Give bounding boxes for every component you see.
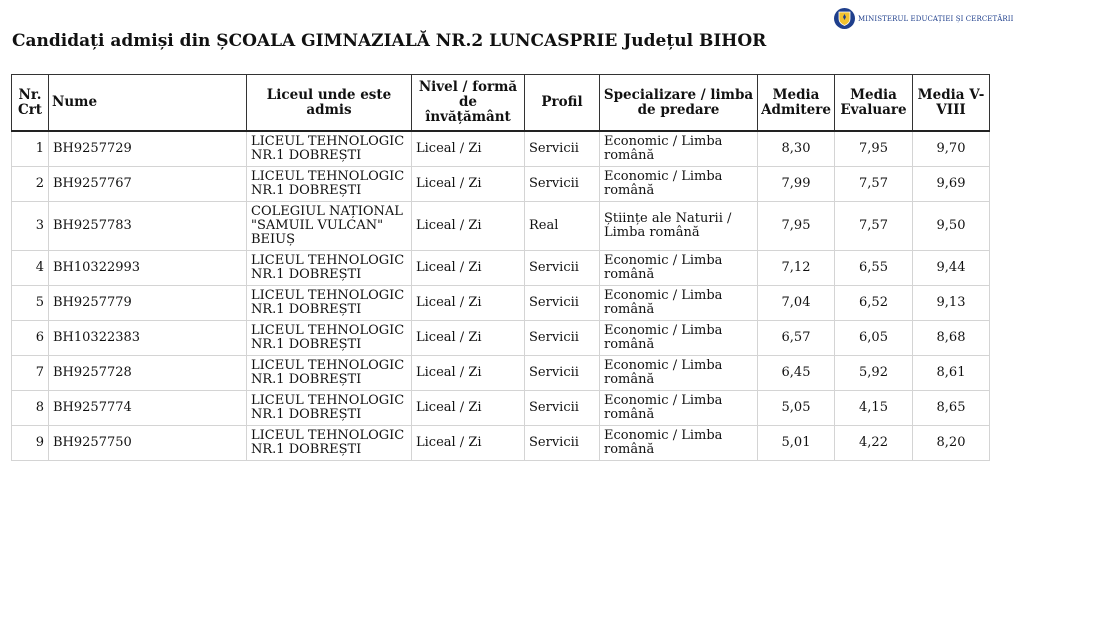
cell-nume: BH10322383 bbox=[49, 320, 247, 355]
cell-nume: BH9257783 bbox=[49, 201, 247, 250]
cell-media-v-viii: 9,13 bbox=[913, 285, 990, 320]
column-header-nivel: Nivel / formă de învățământ bbox=[412, 75, 525, 132]
column-header-nr: Nr. Crt bbox=[12, 75, 49, 132]
cell-media-evaluare: 5,92 bbox=[835, 355, 913, 390]
table-row bbox=[12, 320, 990, 355]
column-header-liceu: Liceul unde este admis bbox=[247, 75, 412, 132]
cell-media-admitere: 6,45 bbox=[758, 355, 835, 390]
cell-profil: Servicii bbox=[525, 320, 600, 355]
cell-nivel: Liceal / Zi bbox=[412, 131, 525, 166]
cell-nivel: Liceal / Zi bbox=[412, 425, 525, 460]
cell-nivel: Liceal / Zi bbox=[412, 250, 525, 285]
cell-media-v-viii: 9,69 bbox=[913, 166, 990, 201]
cell-nr: 7 bbox=[12, 355, 49, 390]
cell-nr: 4 bbox=[12, 250, 49, 285]
table-header-row bbox=[12, 75, 990, 132]
cell-media-admitere: 6,57 bbox=[758, 320, 835, 355]
column-header-profil: Profil bbox=[525, 75, 600, 132]
table-row bbox=[12, 201, 990, 250]
table-row bbox=[12, 166, 990, 201]
cell-media-admitere: 5,05 bbox=[758, 390, 835, 425]
cell-nr: 6 bbox=[12, 320, 49, 355]
cell-nume: BH9257767 bbox=[49, 166, 247, 201]
cell-media-evaluare: 4,22 bbox=[835, 425, 913, 460]
cell-specializare: Economic / Limba română bbox=[600, 320, 758, 355]
cell-liceu: LICEUL TEHNOLOGIC NR.1 DOBREȘTI bbox=[247, 166, 412, 201]
cell-profil: Real bbox=[525, 201, 600, 250]
cell-specializare: Economic / Limba română bbox=[600, 250, 758, 285]
cell-media-evaluare: 6,05 bbox=[835, 320, 913, 355]
cell-nr: 5 bbox=[12, 285, 49, 320]
cell-media-v-viii: 8,68 bbox=[913, 320, 990, 355]
column-header-media-admitere: Media Admitere bbox=[758, 75, 835, 132]
table-row bbox=[12, 390, 990, 425]
cell-media-admitere: 5,01 bbox=[758, 425, 835, 460]
cell-nivel: Liceal / Zi bbox=[412, 285, 525, 320]
cell-media-v-viii: 9,50 bbox=[913, 201, 990, 250]
cell-nr: 3 bbox=[12, 201, 49, 250]
cell-liceu: LICEUL TEHNOLOGIC NR.1 DOBREȘTI bbox=[247, 250, 412, 285]
column-header-media-v-viii: Media V-VIII bbox=[913, 75, 990, 132]
cell-media-evaluare: 4,15 bbox=[835, 390, 913, 425]
cell-media-admitere: 7,95 bbox=[758, 201, 835, 250]
cell-profil: Servicii bbox=[525, 425, 600, 460]
cell-nr: 2 bbox=[12, 166, 49, 201]
cell-liceu: LICEUL TEHNOLOGIC NR.1 DOBREȘTI bbox=[247, 131, 412, 166]
cell-specializare: Economic / Limba română bbox=[600, 425, 758, 460]
cell-nume: BH9257779 bbox=[49, 285, 247, 320]
cell-nivel: Liceal / Zi bbox=[412, 390, 525, 425]
cell-media-evaluare: 7,95 bbox=[835, 131, 913, 166]
cell-nume: BH9257728 bbox=[49, 355, 247, 390]
cell-media-evaluare: 6,52 bbox=[835, 285, 913, 320]
column-header-media-evaluare: Media Evaluare bbox=[835, 75, 913, 132]
cell-specializare: Economic / Limba română bbox=[600, 285, 758, 320]
cell-nume: BH10322993 bbox=[49, 250, 247, 285]
cell-media-evaluare: 7,57 bbox=[835, 166, 913, 201]
cell-nume: BH9257774 bbox=[49, 390, 247, 425]
ministry-logo-text: MINISTERUL EDUCAȚIEI ȘI CERCETĂRII bbox=[858, 14, 1014, 23]
cell-media-v-viii: 9,44 bbox=[913, 250, 990, 285]
cell-profil: Servicii bbox=[525, 166, 600, 201]
cell-media-admitere: 7,99 bbox=[758, 166, 835, 201]
cell-media-v-viii: 8,20 bbox=[913, 425, 990, 460]
cell-nume: BH9257729 bbox=[49, 131, 247, 166]
cell-media-v-viii: 8,65 bbox=[913, 390, 990, 425]
cell-nr: 9 bbox=[12, 425, 49, 460]
cell-media-admitere: 8,30 bbox=[758, 131, 835, 166]
cell-liceu: LICEUL TEHNOLOGIC NR.1 DOBREȘTI bbox=[247, 425, 412, 460]
cell-nivel: Liceal / Zi bbox=[412, 201, 525, 250]
table-row bbox=[12, 250, 990, 285]
table-row bbox=[12, 285, 990, 320]
cell-nr: 1 bbox=[12, 131, 49, 166]
cell-liceu: COLEGIUL NAȚIONAL "SAMUIL VULCAN" BEIUȘ bbox=[247, 201, 412, 250]
cell-nr: 8 bbox=[12, 390, 49, 425]
cell-profil: Servicii bbox=[525, 131, 600, 166]
admitted-candidates-table bbox=[11, 74, 990, 461]
cell-profil: Servicii bbox=[525, 355, 600, 390]
column-header-nume: Nume bbox=[49, 75, 247, 132]
cell-media-v-viii: 9,70 bbox=[913, 131, 990, 166]
cell-liceu: LICEUL TEHNOLOGIC NR.1 DOBREȘTI bbox=[247, 355, 412, 390]
cell-specializare: Economic / Limba română bbox=[600, 390, 758, 425]
cell-specializare: Economic / Limba română bbox=[600, 131, 758, 166]
ministry-logo bbox=[834, 8, 1014, 29]
cell-media-evaluare: 6,55 bbox=[835, 250, 913, 285]
cell-profil: Servicii bbox=[525, 285, 600, 320]
cell-nivel: Liceal / Zi bbox=[412, 355, 525, 390]
cell-nume: BH9257750 bbox=[49, 425, 247, 460]
cell-profil: Servicii bbox=[525, 250, 600, 285]
page-title: Candidați admiși din ȘCOALA GIMNAZIALĂ NR.2 LUNCASPRIE Județul BIHOR bbox=[12, 31, 767, 51]
table-row bbox=[12, 425, 990, 460]
cell-specializare: Economic / Limba română bbox=[600, 355, 758, 390]
coat-of-arms-icon bbox=[834, 8, 855, 29]
cell-media-admitere: 7,04 bbox=[758, 285, 835, 320]
cell-nivel: Liceal / Zi bbox=[412, 166, 525, 201]
cell-nivel: Liceal / Zi bbox=[412, 320, 525, 355]
cell-media-admitere: 7,12 bbox=[758, 250, 835, 285]
cell-media-v-viii: 8,61 bbox=[913, 355, 990, 390]
cell-liceu: LICEUL TEHNOLOGIC NR.1 DOBREȘTI bbox=[247, 285, 412, 320]
cell-liceu: LICEUL TEHNOLOGIC NR.1 DOBREȘTI bbox=[247, 390, 412, 425]
cell-specializare: Științe ale Naturii / Limba română bbox=[600, 201, 758, 250]
table-row bbox=[12, 131, 990, 166]
column-header-specializare: Specializare / limba de predare bbox=[600, 75, 758, 132]
cell-profil: Servicii bbox=[525, 390, 600, 425]
cell-specializare: Economic / Limba română bbox=[600, 166, 758, 201]
cell-media-evaluare: 7,57 bbox=[835, 201, 913, 250]
cell-liceu: LICEUL TEHNOLOGIC NR.1 DOBREȘTI bbox=[247, 320, 412, 355]
table-row bbox=[12, 355, 990, 390]
